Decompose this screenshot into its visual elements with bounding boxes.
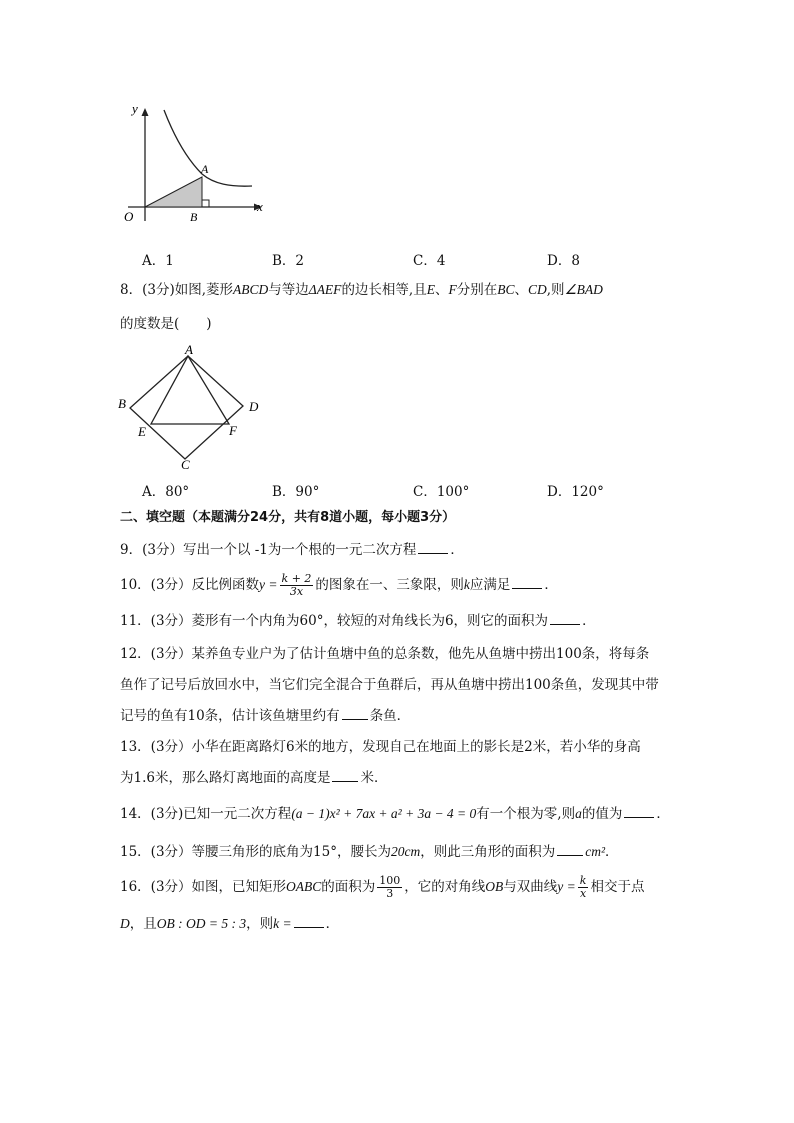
q11: 11．(3分）菱形有一个内角为60°，较短的对角线长为6，则它的面积为 ． xyxy=(120,613,596,629)
q12-line2: 鱼作了记号后放回水中，当它们完全混合于鱼群后，再从鱼塘中捞出100条鱼，发现其中带 xyxy=(120,677,659,693)
label-b: B xyxy=(118,396,126,411)
label-d: D xyxy=(249,399,259,414)
answer-blank xyxy=(332,769,358,782)
q8-option-c: C．100° xyxy=(413,484,470,500)
label-a: A xyxy=(201,162,209,176)
fraction-k-over-x: $\frac{k}{x}$ xyxy=(579,874,587,900)
q15: 15．(3分）等腰三角形的底角为15°，腰长为20cm，则此三角形的面积为 cm²． xyxy=(120,844,619,860)
right-angle-mark xyxy=(202,200,209,207)
q8-option-b: B．90° xyxy=(272,484,320,500)
fraction-area: $\frac{100}{3}$ xyxy=(379,874,401,900)
q10: 10．(3分）反比例函数y = $\frac{k + 2}{3x}$ 的图象在一、三象限，则k应满足 ． xyxy=(120,572,558,598)
q8-line1: 8．(3分)如图,菱形ABCD与等边ΔAEF的边长相等,且E、F分别在BC、CD,则∠BAD xyxy=(120,282,603,298)
rhombus-figure xyxy=(115,342,275,474)
label-b: B xyxy=(190,210,198,224)
section-heading: 二、填空题（本题满分24分，共有8道小题，每小题3分） xyxy=(120,510,456,525)
q7-option-d: D．8 xyxy=(547,253,580,269)
y-axis-arrow xyxy=(142,108,149,116)
answer-blank xyxy=(342,707,368,720)
answer-blank xyxy=(550,612,580,625)
label-e: E xyxy=(138,424,146,439)
q13-line2: 为1.6米，那么路灯离地面的高度是 米． xyxy=(120,770,388,786)
label-f: F xyxy=(229,423,237,438)
fraction: $\frac{k + 2}{3x}$ xyxy=(281,572,312,598)
answer-blank xyxy=(624,805,654,818)
q12-line1: 12．(3分）某养鱼专业户为了估计鱼塘中鱼的总条数，他先从鱼塘中捞出100条，将每条 xyxy=(120,646,650,662)
answer-blank xyxy=(557,843,583,856)
q8-line2: 的度数是( ) xyxy=(120,316,212,332)
label-o: O xyxy=(124,209,134,224)
answer-blank xyxy=(512,576,542,589)
hyperbola-figure xyxy=(118,96,278,226)
q8-option-d: D．120° xyxy=(547,484,604,500)
answer-blank xyxy=(418,541,448,554)
label-c: C xyxy=(181,457,190,472)
answer-blank xyxy=(294,915,324,928)
label-a: A xyxy=(185,342,193,357)
q14: 14．(3分)已知一元二次方程(a − 1)x² + 7ax + a² + 3a − 4 = 0有一个根为零,则a的值为 ． xyxy=(120,806,670,822)
q9: 9．(3分）写出一个以 -1为一个根的一元二次方程 ． xyxy=(120,542,464,558)
rhombus-abcd xyxy=(130,356,243,459)
triangle-aef xyxy=(151,356,229,424)
q7-option-b: B．2 xyxy=(272,253,305,269)
label-y: y xyxy=(132,101,138,116)
q13-line1: 13．(3分）小华在距离路灯6米的地方，发现自己在地面上的影长是2米，若小华的身高 xyxy=(120,739,641,755)
q8-option-a: A．80° xyxy=(142,484,190,500)
shaded-triangle xyxy=(145,177,202,207)
q7-option-a: A．1 xyxy=(142,253,174,269)
q12-line3: 记号的鱼有10条，估计该鱼塘里约有 条鱼． xyxy=(120,708,411,724)
q16-line2: D，且OB : OD = 5 : 3，则k = ． xyxy=(120,916,340,932)
q7-option-c: C．4 xyxy=(413,253,446,269)
label-x: x xyxy=(257,199,263,214)
q16-line1: 16．(3分）如图，已知矩形OABC的面积为 $\frac{100}{3}$ ，它的对角线OB与双曲线y = $\frac{k}{x}$ 相交于点 xyxy=(120,874,645,900)
